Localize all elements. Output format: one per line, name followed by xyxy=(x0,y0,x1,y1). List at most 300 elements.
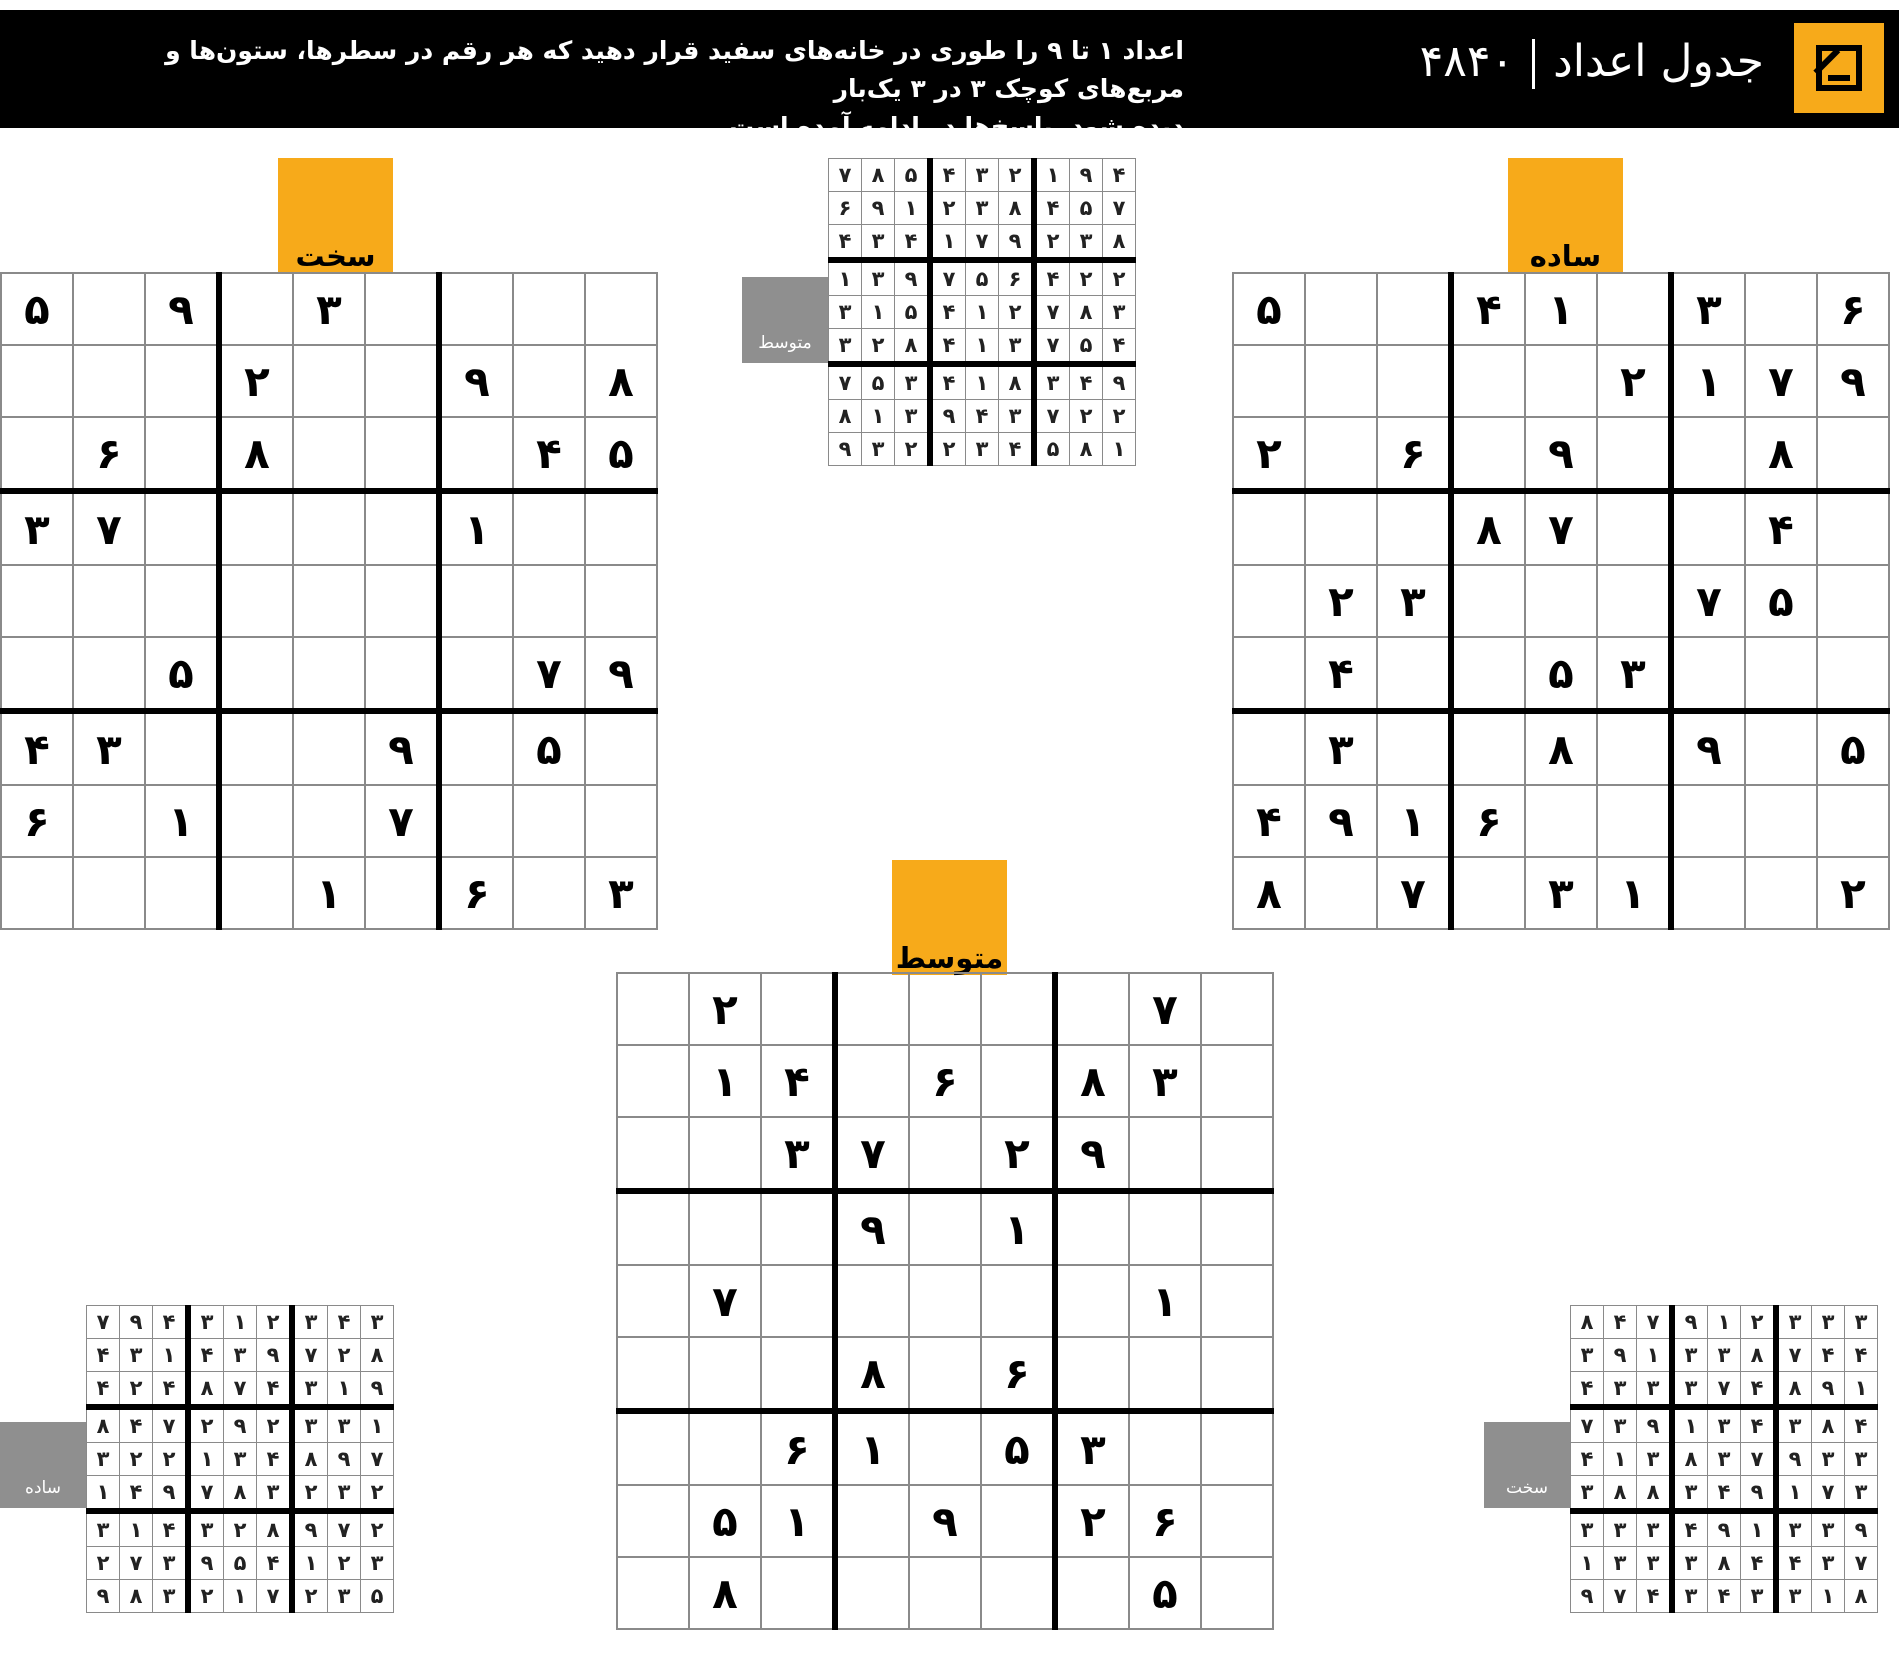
grid-cell xyxy=(73,345,145,417)
grid-cell: ۳ xyxy=(1812,1547,1845,1580)
grid-cell xyxy=(1201,1265,1273,1337)
grid-cell: ۲ xyxy=(1103,260,1136,296)
grid-cell: ۱ xyxy=(689,1045,761,1117)
title-separator xyxy=(1532,39,1535,89)
grid-cell: ۷ xyxy=(153,1407,189,1443)
grid-row xyxy=(1,711,657,785)
grid-cell: ۷ xyxy=(1525,491,1597,565)
grid-cell: ۳ xyxy=(1672,1476,1708,1512)
grid-cell xyxy=(145,345,219,417)
grid-cell xyxy=(689,1191,761,1265)
grid-cell: ۸ xyxy=(585,345,657,417)
grid-cell: ۸ xyxy=(120,1580,153,1613)
grid-cell: ۲ xyxy=(1305,565,1377,637)
grid-cell: ۳ xyxy=(895,400,931,433)
grid-cell: ۷ xyxy=(1034,296,1070,329)
grid-row xyxy=(617,1117,1273,1191)
grid-cell: ۹ xyxy=(835,1191,909,1265)
grid-cell xyxy=(909,973,981,1045)
grid-cell: ۴ xyxy=(153,1511,189,1547)
instructions-line-1: اعداد ۱ تا ۹ را طوری در خانه‌های سفید قرار دهید که هر رقم در سطرها، ستون‌ها و مربع‌های کوچک ۳ در ۳ یک‌بار xyxy=(165,36,1184,103)
grid-cell xyxy=(617,1485,689,1557)
grid-cell: ۲ xyxy=(292,1476,328,1512)
grid-cell: ۵ xyxy=(361,1580,394,1613)
grid-cell xyxy=(513,857,585,929)
grid-cell xyxy=(1,857,73,929)
grid-cell xyxy=(1201,1557,1273,1629)
grid-cell: ۳ xyxy=(1672,1372,1708,1408)
grid-cell: ۹ xyxy=(930,400,966,433)
grid-cell xyxy=(909,1265,981,1337)
grid-cell xyxy=(1451,345,1525,417)
grid-cell xyxy=(219,785,293,857)
grid-cell: ۱ xyxy=(761,1485,835,1557)
grid-cell: ۹ xyxy=(257,1339,293,1372)
grid-cell xyxy=(1671,637,1745,711)
grid-cell: ۱ xyxy=(1637,1339,1673,1372)
grid-cell: ۲ xyxy=(1070,260,1103,296)
grid-cell: ۸ xyxy=(1672,1443,1708,1476)
grid-row xyxy=(1,637,657,711)
grid-cell: ۲ xyxy=(257,1407,293,1443)
grid-cell: ۳ xyxy=(1377,565,1451,637)
grid-row xyxy=(1571,1407,1878,1443)
grid-cell: ۳ xyxy=(1070,225,1103,261)
grid-cell: ۴ xyxy=(895,225,931,261)
grid-cell: ۴ xyxy=(930,329,966,365)
grid-cell: ۹ xyxy=(1812,1372,1845,1408)
grid-cell xyxy=(1233,711,1305,785)
grid-cell xyxy=(1745,273,1817,345)
grid-cell: ۲ xyxy=(153,1443,189,1476)
grid-cell xyxy=(909,1117,981,1191)
grid-cell xyxy=(835,1045,909,1117)
grid-cell xyxy=(1817,417,1889,491)
grid-cell: ۱ xyxy=(1525,273,1597,345)
grid-cell: ۳ xyxy=(1845,1476,1878,1512)
grid-row xyxy=(1233,491,1889,565)
grid-cell: ۴ xyxy=(1451,273,1525,345)
grid-cell: ۸ xyxy=(292,1443,328,1476)
grid-cell: ۷ xyxy=(1708,1372,1741,1408)
grid-cell xyxy=(617,973,689,1045)
grid-cell: ۴ xyxy=(930,296,966,329)
grid-cell: ۱ xyxy=(862,296,895,329)
grid-cell: ۲ xyxy=(292,1580,328,1613)
grid-cell xyxy=(617,1411,689,1485)
medium-label: متوسط xyxy=(895,941,1004,975)
grid-cell xyxy=(617,1265,689,1337)
grid-cell: ۹ xyxy=(87,1580,120,1613)
grid-cell: ۵ xyxy=(1525,637,1597,711)
grid-cell: ۲ xyxy=(361,1511,394,1547)
grid-cell: ۴ xyxy=(930,159,966,192)
grid-cell: ۳ xyxy=(966,192,999,225)
grid-cell xyxy=(1377,345,1451,417)
grid-cell: ۳ xyxy=(1571,1339,1604,1372)
grid-cell: ۷ xyxy=(1671,565,1745,637)
medium-label-tab xyxy=(892,860,1007,975)
grid-cell: ۳ xyxy=(1604,1372,1637,1408)
grid-row xyxy=(829,329,1136,365)
grid-cell: ۱ xyxy=(1671,345,1745,417)
grid-cell: ۱ xyxy=(1103,433,1136,466)
grid-cell xyxy=(293,637,365,711)
grid-cell xyxy=(1597,417,1671,491)
grid-cell xyxy=(145,857,219,929)
grid-cell: ۱ xyxy=(966,364,999,400)
grid-cell: ۲ xyxy=(930,192,966,225)
easy-puzzle-grid xyxy=(1232,272,1890,930)
grid-cell: ۹ xyxy=(188,1547,224,1580)
grid-cell: ۴ xyxy=(1745,491,1817,565)
grid-row xyxy=(829,260,1136,296)
grid-cell xyxy=(1,565,73,637)
grid-cell xyxy=(1745,711,1817,785)
grid-cell: ۹ xyxy=(1741,1476,1777,1512)
grid-cell xyxy=(1233,491,1305,565)
grid-cell: ۴ xyxy=(257,1547,293,1580)
grid-row xyxy=(1233,273,1889,345)
grid-cell: ۹ xyxy=(1525,417,1597,491)
grid-cell: ۴ xyxy=(328,1306,361,1339)
grid-cell: ۳ xyxy=(1637,1511,1673,1547)
grid-cell: ۲ xyxy=(999,159,1035,192)
grid-cell: ۷ xyxy=(328,1511,361,1547)
grid-cell xyxy=(1201,1117,1273,1191)
page-title xyxy=(1420,36,1764,89)
grid-cell xyxy=(1451,417,1525,491)
grid-cell: ۷ xyxy=(73,491,145,565)
grid-cell: ۱ xyxy=(153,1339,189,1372)
grid-cell xyxy=(1201,1045,1273,1117)
grid-cell: ۴ xyxy=(1845,1339,1878,1372)
grid-cell xyxy=(1055,973,1129,1045)
grid-cell: ۸ xyxy=(862,159,895,192)
grid-cell: ۹ xyxy=(1637,1407,1673,1443)
grid-cell: ۱ xyxy=(188,1443,224,1476)
grid-cell xyxy=(439,785,513,857)
grid-cell: ۴ xyxy=(1708,1476,1741,1512)
grid-cell: ۵ xyxy=(1817,711,1889,785)
grid-cell: ۱ xyxy=(930,225,966,261)
grid-cell xyxy=(981,973,1055,1045)
grid-cell xyxy=(1305,345,1377,417)
grid-row xyxy=(829,192,1136,225)
grid-cell xyxy=(73,785,145,857)
grid-cell: ۵ xyxy=(513,711,585,785)
grid-cell xyxy=(1525,345,1597,417)
grid-cell: ۹ xyxy=(829,433,862,466)
grid-cell: ۴ xyxy=(87,1339,120,1372)
grid-row xyxy=(829,159,1136,192)
grid-cell xyxy=(981,1485,1055,1557)
grid-cell: ۲ xyxy=(328,1547,361,1580)
grid-cell: ۴ xyxy=(1604,1306,1637,1339)
grid-cell: ۷ xyxy=(1571,1407,1604,1443)
grid-cell: ۳ xyxy=(257,1476,293,1512)
grid-cell: ۸ xyxy=(1708,1547,1741,1580)
grid-cell: ۴ xyxy=(188,1339,224,1372)
grid-cell: ۴ xyxy=(1637,1580,1673,1613)
grid-row xyxy=(87,1547,394,1580)
grid-cell: ۸ xyxy=(835,1337,909,1411)
grid-cell: ۱ xyxy=(1672,1407,1708,1443)
grid-cell: ۹ xyxy=(999,225,1035,261)
grid-cell xyxy=(835,973,909,1045)
grid-cell: ۱ xyxy=(293,857,365,929)
grid-cell xyxy=(439,565,513,637)
grid-cell: ۵ xyxy=(1129,1557,1201,1629)
grid-row xyxy=(87,1443,394,1476)
grid-cell: ۶ xyxy=(761,1411,835,1485)
grid-cell xyxy=(365,637,439,711)
grid-row xyxy=(617,1191,1273,1265)
grid-cell: ۴ xyxy=(1741,1547,1777,1580)
grid-cell xyxy=(365,857,439,929)
grid-cell: ۸ xyxy=(224,1476,257,1512)
grid-cell xyxy=(1055,1265,1129,1337)
grid-cell: ۹ xyxy=(145,273,219,345)
grid-cell: ۱ xyxy=(224,1580,257,1613)
grid-cell: ۸ xyxy=(219,417,293,491)
grid-cell xyxy=(1597,785,1671,857)
easy-solution-tag xyxy=(0,1422,86,1508)
grid-cell xyxy=(1451,711,1525,785)
grid-cell xyxy=(1451,565,1525,637)
grid-cell xyxy=(145,565,219,637)
grid-cell: ۲ xyxy=(1817,857,1889,929)
grid-cell: ۸ xyxy=(1745,417,1817,491)
grid-cell xyxy=(1671,785,1745,857)
grid-cell: ۸ xyxy=(87,1407,120,1443)
grid-cell xyxy=(513,565,585,637)
grid-cell: ۳ xyxy=(1776,1306,1812,1339)
grid-cell: ۹ xyxy=(1817,345,1889,417)
grid-cell: ۹ xyxy=(1845,1511,1878,1547)
grid-cell: ۷ xyxy=(1812,1476,1845,1512)
easy-solution-label: ساده xyxy=(25,1478,61,1498)
grid-cell: ۹ xyxy=(1055,1117,1129,1191)
grid-cell: ۳ xyxy=(999,329,1035,365)
grid-cell: ۳ xyxy=(1672,1339,1708,1372)
grid-cell: ۹ xyxy=(1672,1306,1708,1339)
grid-cell: ۳ xyxy=(999,400,1035,433)
grid-cell: ۳ xyxy=(1708,1339,1741,1372)
grid-cell: ۵ xyxy=(224,1547,257,1580)
grid-cell xyxy=(981,1265,1055,1337)
grid-cell: ۱ xyxy=(966,296,999,329)
grid-cell: ۲ xyxy=(1741,1306,1777,1339)
grid-cell: ۷ xyxy=(835,1117,909,1191)
grid-cell xyxy=(1,637,73,711)
grid-cell xyxy=(365,491,439,565)
grid-cell xyxy=(585,711,657,785)
grid-cell xyxy=(365,417,439,491)
grid-row xyxy=(617,1557,1273,1629)
grid-cell: ۳ xyxy=(361,1547,394,1580)
grid-row xyxy=(617,1265,1273,1337)
grid-row xyxy=(1571,1511,1878,1547)
grid-cell: ۳ xyxy=(1034,364,1070,400)
grid-cell: ۷ xyxy=(292,1339,328,1372)
grid-cell: ۱ xyxy=(1776,1476,1812,1512)
grid-cell: ۷ xyxy=(829,364,862,400)
grid-cell: ۵ xyxy=(1034,433,1070,466)
grid-cell: ۷ xyxy=(1377,857,1451,929)
grid-cell: ۹ xyxy=(361,1372,394,1408)
grid-cell: ۴ xyxy=(1845,1407,1878,1443)
grid-cell xyxy=(1201,1337,1273,1411)
grid-cell: ۸ xyxy=(999,192,1035,225)
grid-cell: ۱ xyxy=(361,1407,394,1443)
grid-cell: ۳ xyxy=(224,1443,257,1476)
grid-cell: ۵ xyxy=(689,1485,761,1557)
grid-cell: ۲ xyxy=(361,1476,394,1512)
grid-cell: ۲ xyxy=(1034,225,1070,261)
grid-cell: ۷ xyxy=(87,1306,120,1339)
grid-cell xyxy=(1525,785,1597,857)
grid-cell: ۳ xyxy=(1671,273,1745,345)
grid-cell: ۸ xyxy=(1451,491,1525,565)
grid-cell xyxy=(365,273,439,345)
grid-cell: ۹ xyxy=(1571,1580,1604,1613)
grid-cell: ۸ xyxy=(895,329,931,365)
grid-cell xyxy=(1451,637,1525,711)
grid-row xyxy=(617,1411,1273,1485)
instructions-line-2: دیده شود. پاسخ‌ها در ادامه آمده است. xyxy=(719,112,1184,141)
grid-cell: ۳ xyxy=(1637,1443,1673,1476)
grid-cell: ۹ xyxy=(120,1306,153,1339)
grid-cell xyxy=(219,273,293,345)
grid-cell xyxy=(293,417,365,491)
grid-cell: ۳ xyxy=(1776,1511,1812,1547)
grid-cell: ۱ xyxy=(1741,1511,1777,1547)
grid-cell: ۱ xyxy=(328,1372,361,1408)
logo xyxy=(1794,23,1884,113)
grid-cell: ۷ xyxy=(120,1547,153,1580)
grid-cell: ۳ xyxy=(328,1580,361,1613)
grid-row xyxy=(1,857,657,929)
grid-cell: ۷ xyxy=(1776,1339,1812,1372)
grid-cell: ۴ xyxy=(1672,1511,1708,1547)
header-bar xyxy=(0,10,1899,141)
grid-cell xyxy=(689,1117,761,1191)
grid-cell xyxy=(1597,491,1671,565)
grid-cell: ۸ xyxy=(1845,1580,1878,1613)
grid-cell xyxy=(585,491,657,565)
grid-cell: ۳ xyxy=(1129,1045,1201,1117)
grid-cell: ۳ xyxy=(1571,1511,1604,1547)
grid-cell: ۳ xyxy=(1741,1580,1777,1613)
grid-cell xyxy=(1377,637,1451,711)
grid-cell xyxy=(293,491,365,565)
grid-cell: ۷ xyxy=(1745,345,1817,417)
grid-cell xyxy=(219,637,293,711)
grid-row xyxy=(1233,345,1889,417)
grid-cell xyxy=(73,637,145,711)
grid-cell: ۱ xyxy=(120,1511,153,1547)
grid-cell: ۴ xyxy=(1812,1339,1845,1372)
grid-cell: ۳ xyxy=(1525,857,1597,929)
grid-row xyxy=(87,1306,394,1339)
grid-cell: ۷ xyxy=(365,785,439,857)
grid-cell: ۴ xyxy=(829,225,862,261)
grid-cell: ۲ xyxy=(188,1580,224,1613)
grid-row xyxy=(1233,857,1889,929)
grid-row xyxy=(87,1476,394,1512)
grid-cell xyxy=(1129,1117,1201,1191)
grid-cell xyxy=(835,1557,909,1629)
grid-cell: ۳ xyxy=(328,1407,361,1443)
grid-cell: ۷ xyxy=(257,1580,293,1613)
grid-cell: ۵ xyxy=(585,417,657,491)
grid-row xyxy=(1571,1580,1878,1613)
hard-solution-grid xyxy=(1570,1305,1878,1613)
grid-cell xyxy=(617,1557,689,1629)
grid-cell xyxy=(1817,565,1889,637)
grid-row xyxy=(87,1339,394,1372)
grid-cell: ۳ xyxy=(761,1117,835,1191)
grid-cell: ۹ xyxy=(1604,1339,1637,1372)
grid-cell: ۳ xyxy=(188,1306,224,1339)
grid-cell: ۲ xyxy=(689,973,761,1045)
grid-cell xyxy=(1055,1191,1129,1265)
grid-row xyxy=(1,273,657,345)
grid-cell: ۵ xyxy=(981,1411,1055,1485)
grid-cell: ۲ xyxy=(224,1511,257,1547)
grid-cell: ۲ xyxy=(930,433,966,466)
grid-cell: ۴ xyxy=(1070,364,1103,400)
grid-cell: ۲ xyxy=(1597,345,1671,417)
instructions xyxy=(84,32,1184,146)
grid-cell xyxy=(689,1411,761,1485)
grid-cell: ۳ xyxy=(1845,1443,1878,1476)
grid-cell xyxy=(1,417,73,491)
grid-cell xyxy=(513,345,585,417)
grid-cell: ۸ xyxy=(1604,1476,1637,1512)
grid-cell: ۳ xyxy=(328,1476,361,1512)
grid-cell: ۷ xyxy=(1034,329,1070,365)
grid-cell: ۴ xyxy=(153,1372,189,1408)
grid-cell: ۹ xyxy=(909,1485,981,1557)
grid-cell: ۱ xyxy=(439,491,513,565)
hard-solution-label: سخت xyxy=(1506,1478,1548,1498)
grid-cell: ۸ xyxy=(1776,1372,1812,1408)
grid-cell: ۳ xyxy=(895,364,931,400)
grid-cell: ۳ xyxy=(829,329,862,365)
grid-cell: ۸ xyxy=(257,1511,293,1547)
grid-cell xyxy=(293,711,365,785)
grid-cell xyxy=(761,973,835,1045)
grid-cell: ۶ xyxy=(999,260,1035,296)
grid-cell: ۹ xyxy=(1776,1443,1812,1476)
grid-cell: ۹ xyxy=(585,637,657,711)
grid-cell xyxy=(219,711,293,785)
grid-cell: ۳ xyxy=(1604,1511,1637,1547)
grid-cell: ۶ xyxy=(73,417,145,491)
grid-cell xyxy=(1377,711,1451,785)
grid-cell xyxy=(1671,491,1745,565)
grid-cell xyxy=(909,1191,981,1265)
grid-cell: ۹ xyxy=(365,711,439,785)
grid-row xyxy=(829,433,1136,466)
grid-cell: ۴ xyxy=(1741,1372,1777,1408)
grid-cell: ۲ xyxy=(1070,400,1103,433)
grid-cell xyxy=(1671,857,1745,929)
grid-cell: ۳ xyxy=(1055,1411,1129,1485)
grid-cell: ۴ xyxy=(1,711,73,785)
